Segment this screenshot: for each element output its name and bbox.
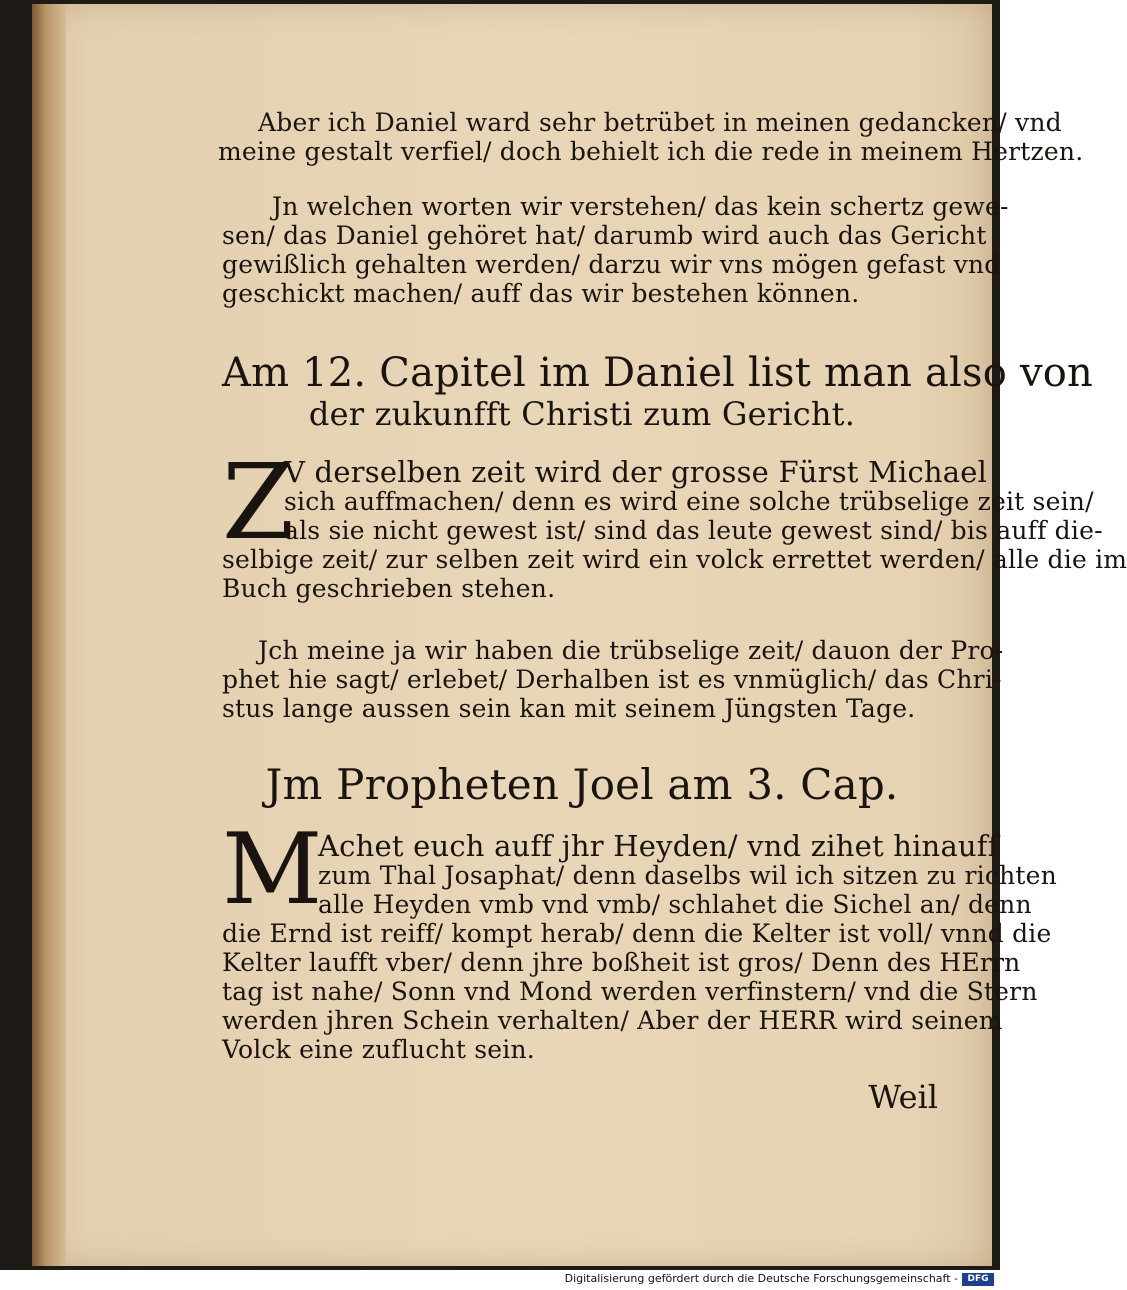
book-spine xyxy=(32,4,66,1266)
drop-capital-z: Z xyxy=(222,441,295,563)
text-line: meine gestalt verfiel/ doch behielt ich die rede in meinem Hertzen. xyxy=(218,137,1084,166)
text-line: Achet euch auff jhr Heyden/ vnd zihet hinauff xyxy=(318,829,999,863)
drop-capital-m: M xyxy=(222,813,323,927)
paragraph-4 xyxy=(222,636,1004,723)
footer-bar xyxy=(0,1270,1000,1290)
footer-credit: Digitalisierung gefördert durch die Deutsche Forschungsgemeinschaft - xyxy=(564,1272,958,1285)
text-line: tag ist nahe/ Sonn vnd Mond werden verfinstern/ vnd die Stern xyxy=(222,977,1038,1006)
text-line: als sie nicht gewest ist/ sind das leute gewest sind/ bis auff die- xyxy=(284,516,1103,545)
text-line: V derselben zeit wird der grosse Fürst Michael xyxy=(284,455,988,489)
catchword: Weil xyxy=(868,1078,938,1116)
text-line: Aber ich Daniel ward sehr betrübet in meinen gedancken/ vnd xyxy=(258,108,1062,137)
text-line: die Ernd ist reiff/ kompt herab/ denn die Kelter ist voll/ vnnd die xyxy=(222,919,1052,948)
text-line: sich auffmachen/ denn es wird eine solche trübselige zeit sein/ xyxy=(284,487,1094,516)
paragraph-5 xyxy=(222,829,1057,1064)
text-line: Jch meine ja wir haben die trübselige zeit/ dauon der Pro- xyxy=(258,636,1004,665)
paragraph-3 xyxy=(222,455,1127,603)
heading-line: der zukunfft Christi zum Gericht. xyxy=(308,395,856,433)
text-line: geschickt machen/ auff das wir bestehen können. xyxy=(222,279,860,308)
text-line: Buch geschrieben stehen. xyxy=(222,574,556,603)
text-line: Jn welchen worten wir verstehen/ das kein schertz gewe- xyxy=(272,192,1009,221)
text-line: zum Thal Josaphat/ denn daselbs wil ich sitzen zu richten xyxy=(318,861,1057,890)
text-line: phet hie sagt/ erlebet/ Derhalben ist es vnmüglich/ das Chri- xyxy=(222,665,1002,694)
text-line: alle Heyden vmb vnd vmb/ schlahet die Sichel an/ denn xyxy=(318,890,1032,919)
text-line: Kelter laufft vber/ denn jhre boßheit ist gros/ Denn des HErrn xyxy=(222,948,1021,977)
section-heading-2 xyxy=(222,762,942,808)
paragraph-1 xyxy=(218,108,1084,166)
heading-line: Jm Propheten Joel am 3. Cap. xyxy=(265,760,899,809)
text-line: gewißlich gehalten werden/ darzu wir vns mögen gefast vnd xyxy=(222,250,1001,279)
text-line: stus lange aussen sein kan mit seinem Jüngsten Tage. xyxy=(222,694,916,723)
text-line: werden jhren Schein verhalten/ Aber der HERR wird seinem xyxy=(222,1006,1003,1035)
text-line: selbige zeit/ zur selben zeit wird ein volck errettet werden/ alle die im xyxy=(222,545,1127,574)
dfg-logo: DFG xyxy=(962,1273,994,1286)
text-line: sen/ das Daniel gehöret hat/ darumb wird auch das Gericht xyxy=(222,221,987,250)
paragraph-2 xyxy=(222,192,1009,308)
section-heading-1 xyxy=(222,350,1094,433)
text-line: Volck eine zuflucht sein. xyxy=(222,1035,535,1064)
heading-line: Am 12. Capitel im Daniel list man also von xyxy=(222,350,1094,396)
